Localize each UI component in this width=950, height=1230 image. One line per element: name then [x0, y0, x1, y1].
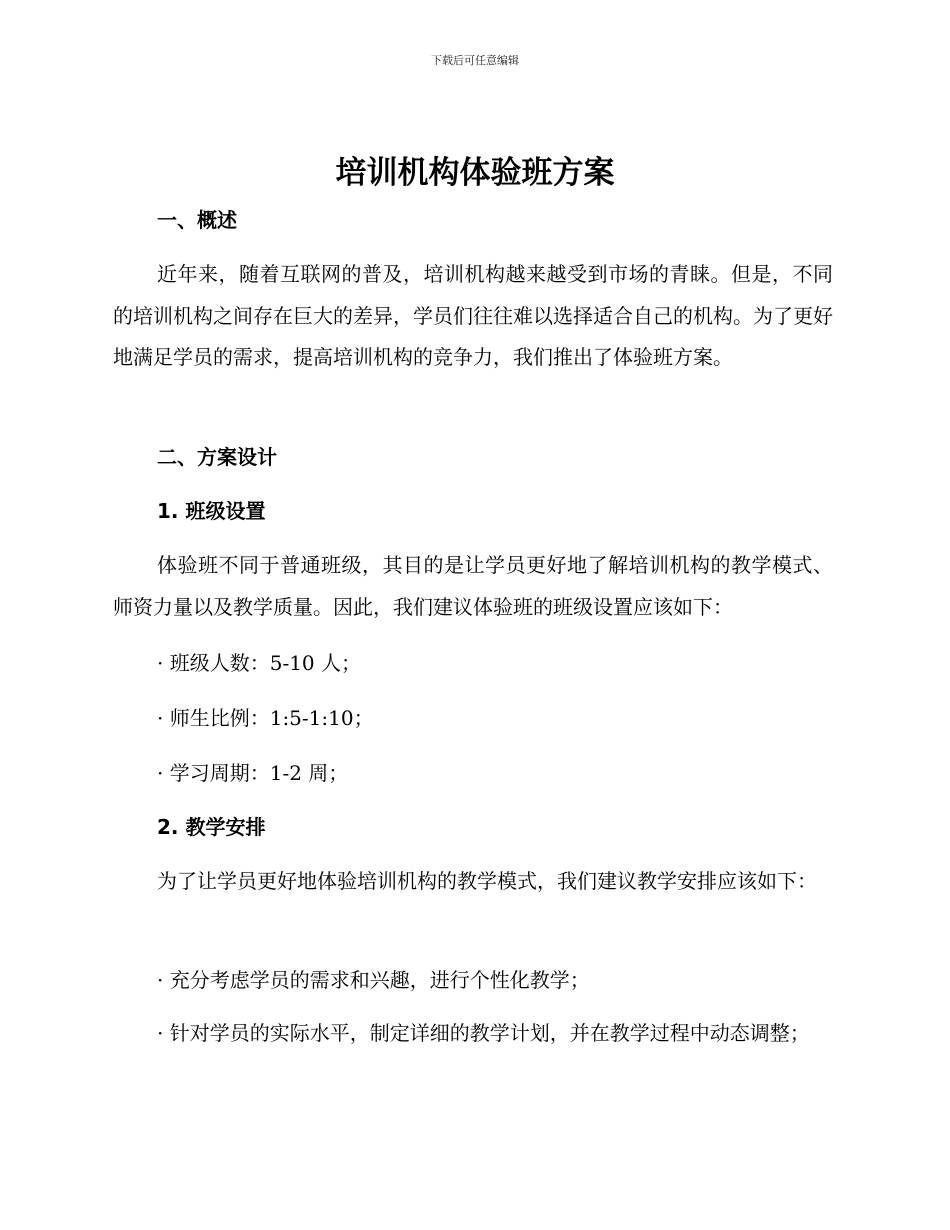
list-item: · 师生比例：1:5-1:10；	[157, 706, 374, 730]
subsection-heading-teaching-arrangement: 2. 教学安排	[157, 815, 266, 839]
page-header-note: 下载后可任意编辑	[431, 54, 519, 67]
list-item: · 班级人数：5-10 人；	[157, 651, 362, 675]
section-heading-plan-design: 二、方案设计	[157, 445, 277, 469]
class-setup-paragraph: 体验班不同于普通班级，其目的是让学员更好地了解培训机构的教学模式、师资力量以及教学质量。因此，我们建议体验班的班级设置应该如下：	[113, 553, 833, 619]
list-item: · 学习周期：1-2 周；	[157, 761, 349, 785]
list-item: · 针对学员的实际水平，制定详细的教学计划，并在教学过程中动态调整；	[157, 1021, 810, 1045]
overview-paragraph: 近年来，随着互联网的普及，培训机构越来越受到市场的青睐。但是，不同的培训机构之间存在巨大的差异，学员们往往难以选择适合自己的机构。为了更好地满足学员的需求，提高培训机构的竞争力，我们推出了体验班方案。	[113, 262, 833, 369]
document-title: 培训机构体验班方案	[335, 155, 615, 191]
section-heading-overview: 一、概述	[157, 208, 237, 232]
subsection-heading-class-setup: 1. 班级设置	[157, 499, 266, 523]
list-item: · 充分考虑学员的需求和兴趣，进行个性化教学；	[157, 968, 590, 992]
teaching-arrangement-paragraph: 为了让学员更好地体验培训机构的教学模式，我们建议教学安排应该如下：	[157, 869, 817, 893]
